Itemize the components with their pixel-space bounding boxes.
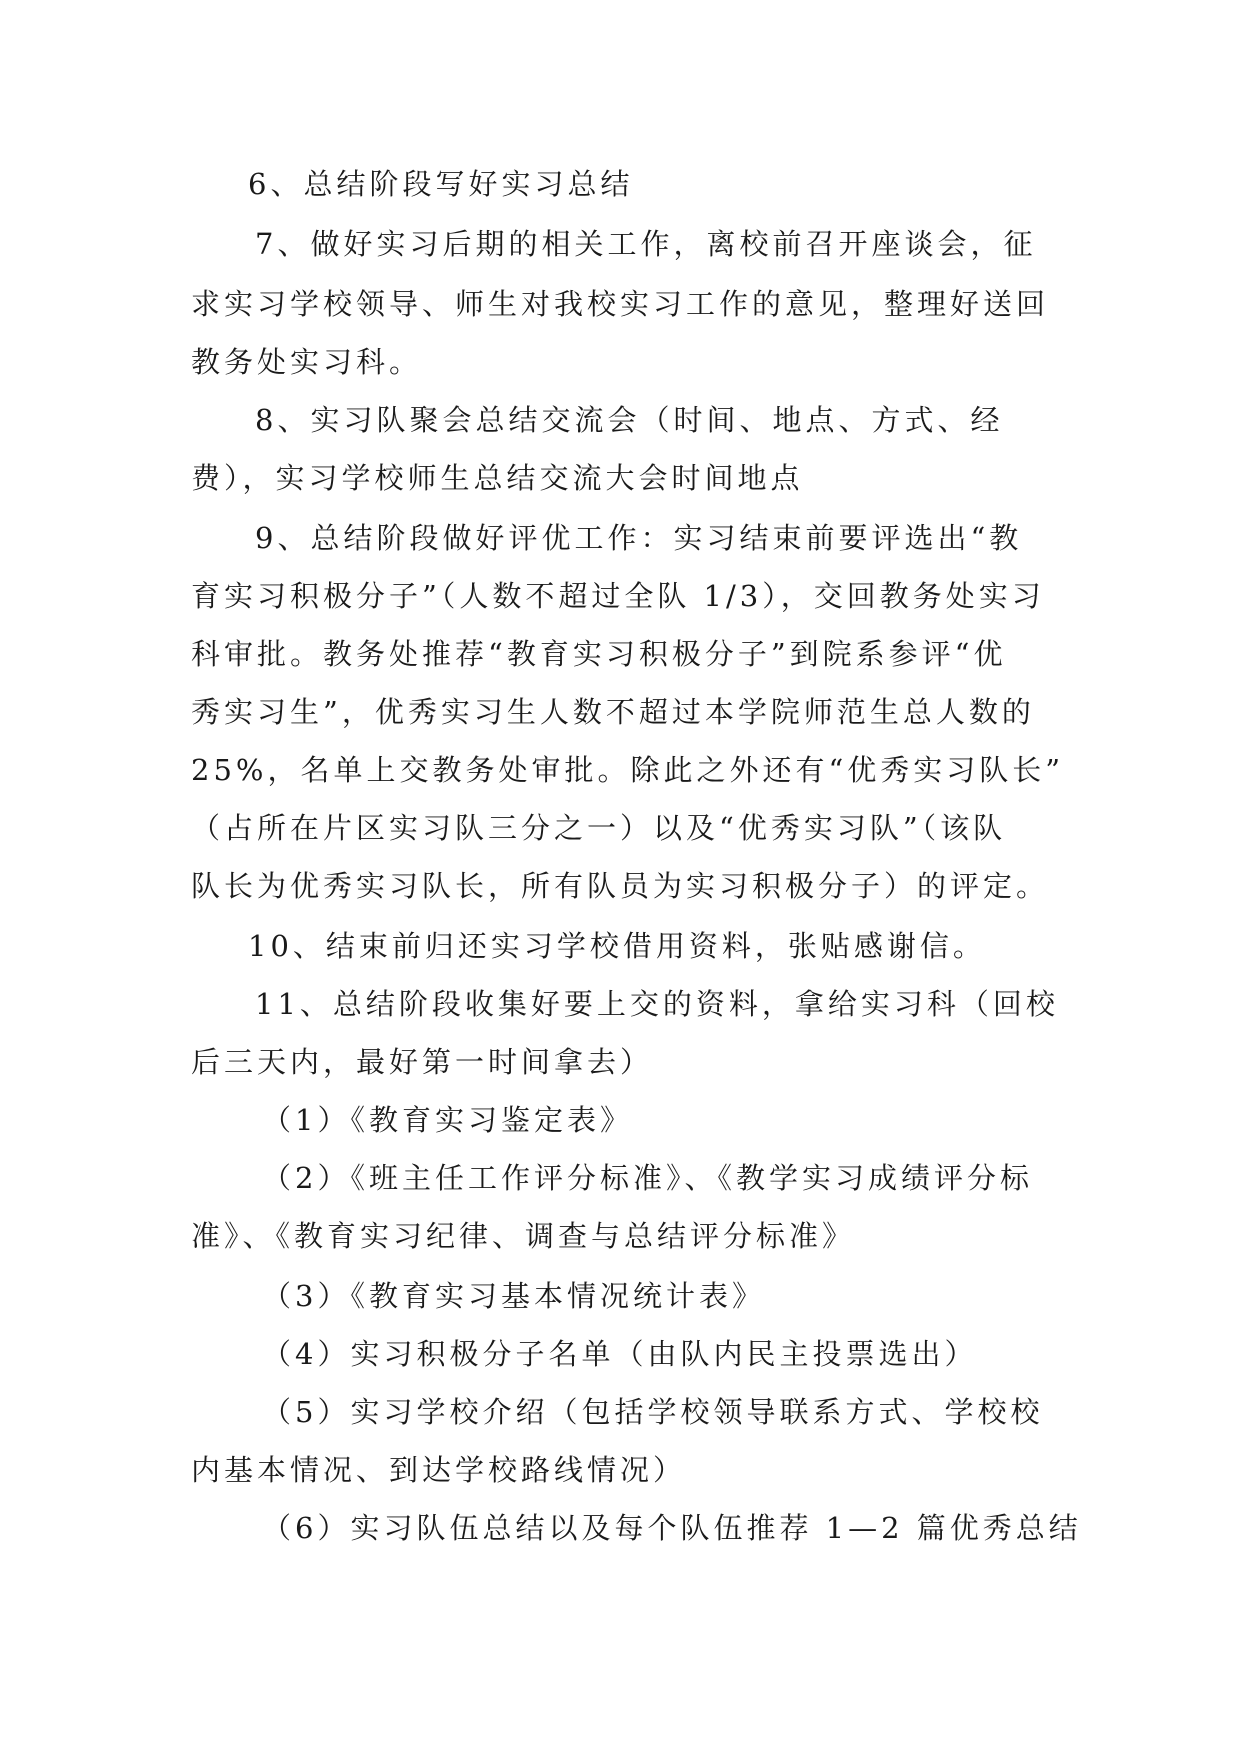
text-line: 8、实习队聚会总结交流会（时间、地点、方式、经	[255, 403, 1004, 437]
text-line: （4）实习积极分子名单（由队内民主投票选出）	[262, 1337, 978, 1371]
text-line: 7、做好实习后期的相关工作，离校前召开座谈会，征	[255, 227, 1037, 261]
text-line: 10、结束前归还实习学校借用资料，张贴感谢信。	[248, 929, 986, 963]
text-line: （1）《教育实习鉴定表》	[262, 1103, 633, 1137]
text-line: （占所在片区实习队三分之一）以及“优秀实习队”（该队	[191, 811, 1007, 845]
text-line: 教务处实习科。	[191, 345, 423, 379]
text-line: 秀实习生”，优秀实习生人数不超过本学院师范生总人数的	[191, 695, 1035, 729]
text-line: 25%，名单上交教务处审批。除此之外还有“优秀实习队长”	[191, 753, 1065, 787]
text-line: 后三天内，最好第一时间拿去）	[191, 1045, 654, 1079]
text-line: 9、总结阶段做好评优工作：实习结束前要评选出“教	[255, 521, 1023, 555]
text-line: （5）实习学校介绍（包括学校领导联系方式、学校校	[262, 1395, 1044, 1429]
text-line: 内基本情况、到达学校路线情况）	[191, 1453, 687, 1487]
text-line: （2）《班主任工作评分标准》、《教学实习成绩评分标	[262, 1161, 1033, 1195]
text-line: 11、总结阶段收集好要上交的资料，拿给实习科（回校	[255, 987, 1059, 1021]
text-line: 队长为优秀实习队长，所有队员为实习积极分子）的评定。	[191, 869, 1050, 903]
text-line: （6）实习队伍总结以及每个队伍推荐 1—2 篇优秀总结	[262, 1511, 1082, 1545]
text-line: 费），实习学校师生总结交流大会时间地点	[191, 461, 804, 495]
text-line: 6、总结阶段写好实习总结	[248, 167, 634, 201]
text-line: （3）《教育实习基本情况统计表》	[262, 1279, 765, 1313]
text-line: 育实习积极分子”（人数不超过全队 1/3），交回教务处实习	[191, 579, 1045, 613]
text-line: 科审批。教务处推荐“教育实习积极分子”到院系参评“优	[191, 637, 1007, 671]
text-line: 准》、《教育实习纪律、调查与总结评分标准》	[191, 1219, 856, 1253]
text-line: 求实习学校领导、师生对我校实习工作的意见，整理好送回	[191, 287, 1050, 321]
